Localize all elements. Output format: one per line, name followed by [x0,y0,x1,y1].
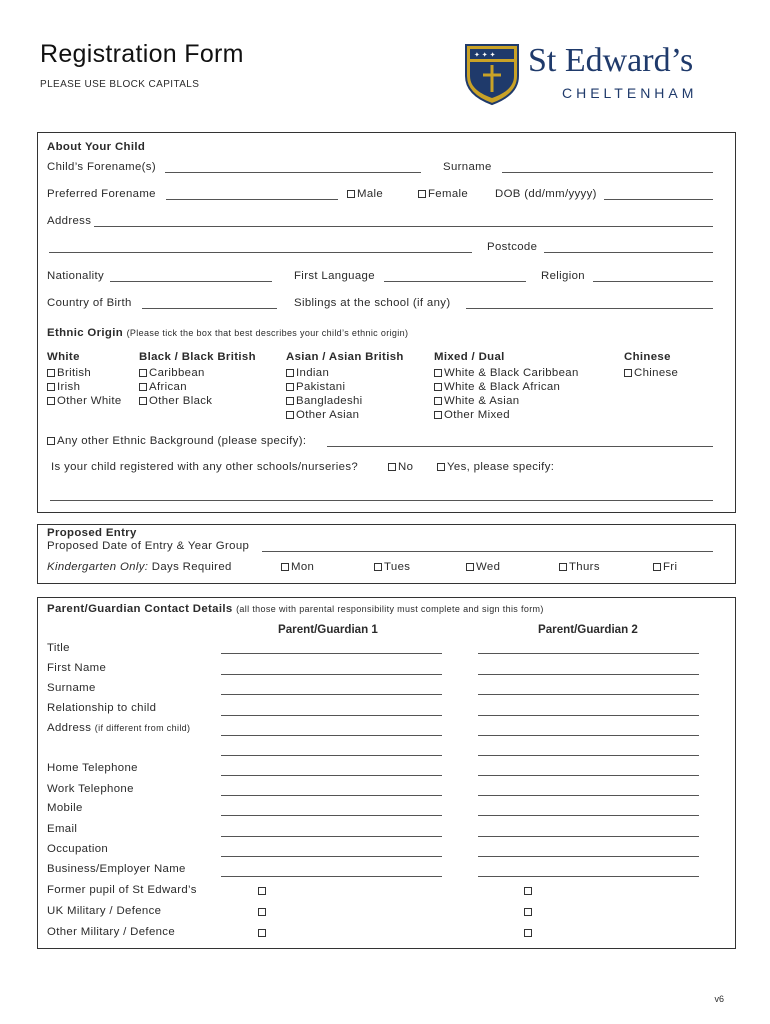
ethnic-heading [47,327,408,339]
checkbox[interactable] [286,369,294,377]
male-option[interactable] [347,188,383,200]
registered-no-option[interactable] [388,461,413,473]
ethnic-option[interactable] [139,381,187,393]
proposed-entry-section [37,524,736,584]
option-label: Irish [57,381,81,393]
checkbox[interactable] [47,383,55,391]
guardian2-field[interactable] [478,795,699,796]
checkbox[interactable] [47,397,55,405]
day-option-fri[interactable] [653,561,677,573]
guardian2-header: Parent/Guardian 2 [538,623,638,636]
forenames-field[interactable] [165,172,421,173]
checkbox[interactable] [139,383,147,391]
other-military-label: Other Military / Defence [47,926,176,938]
ethnic-option[interactable] [434,381,560,393]
first-language-field[interactable] [384,281,526,282]
guardian1-field[interactable] [221,674,442,675]
ethnic-option[interactable] [434,395,519,407]
religion-field[interactable] [593,281,713,282]
field-label-occupation: Occupation [47,843,109,855]
male-label: Male [357,188,384,200]
checkbox[interactable] [466,563,474,571]
guardian2-field[interactable] [478,775,699,776]
option-label: Other Mixed [444,409,510,421]
days-required: Days Required [151,561,232,573]
guardian2-field[interactable] [478,694,699,695]
ethnic-title: Ethnic Origin [47,327,124,339]
guardian2-field[interactable] [478,836,699,837]
checkbox[interactable] [47,369,55,377]
field-label-title: Title [47,642,70,654]
other-ethnic-option[interactable] [47,435,306,447]
entry-date-field[interactable] [262,551,713,552]
ethnic-option[interactable] [286,381,345,393]
option-label: Chinese [634,367,679,379]
kindergarten-only: Kindergarten Only: [47,561,149,573]
option-label: White & Asian [444,395,520,407]
guardian1-field[interactable] [221,876,442,877]
guardian2-checkbox[interactable] [524,908,532,916]
day-option-mon[interactable] [281,561,314,573]
guardian1-checkbox[interactable] [258,908,266,916]
parents-title: Parent/Guardian Contact Details [47,603,233,615]
address-label: Address [47,722,92,734]
field-label-home-telephone: Home Telephone [47,762,138,774]
guardian2-field[interactable] [478,876,699,877]
other-ethnic-label: Any other Ethnic Background (please specify): [57,435,307,447]
ethnic-group-black: Black / Black British [139,351,256,363]
day-label: Wed [476,561,501,573]
guardian1-field[interactable] [221,653,442,654]
ethnic-option[interactable] [139,395,212,407]
section-heading: About Your Child [47,141,146,153]
field-label-address [47,722,190,734]
country-birth-label: Country of Birth [47,297,132,309]
ethnic-option[interactable] [624,367,678,379]
svg-text:✦ ✦ ✦: ✦ ✦ ✦ [474,52,496,59]
surname-field[interactable] [502,172,713,173]
guardian2-checkbox[interactable] [524,887,532,895]
guardian1-field[interactable] [221,715,442,716]
guardian1-checkbox[interactable] [258,929,266,937]
religion-label: Religion [541,270,585,282]
day-label: Tues [384,561,411,573]
guardian2-field[interactable] [478,715,699,716]
day-option-thurs[interactable] [559,561,600,573]
preferred-label: Preferred Forename [47,188,156,200]
section-heading: Proposed Entry [47,527,137,539]
ethnic-option[interactable] [47,381,80,393]
guardian2-field[interactable] [478,755,699,756]
guardian2-checkbox[interactable] [524,929,532,937]
option-label: British [57,367,92,379]
parents-heading [47,603,544,615]
checkbox[interactable] [434,383,442,391]
checkbox[interactable] [388,463,396,471]
registered-question: Is your child registered with any other schools/nurseries? [51,461,359,473]
postcode-field[interactable] [544,252,713,253]
option-label: Other Black [149,395,213,407]
school-logo-town: CHELTENHAM [562,85,698,101]
ethnic-group-asian: Asian / Asian British [286,351,404,363]
checkbox[interactable] [139,397,147,405]
guardian2-field[interactable] [478,674,699,675]
day-option-tues[interactable] [374,561,410,573]
day-label: Fri [663,561,678,573]
guardian1-checkbox[interactable] [258,887,266,895]
option-label: Other White [57,395,122,407]
ethnic-option[interactable] [47,395,122,407]
guardian1-field[interactable] [221,775,442,776]
day-label: Thurs [569,561,600,573]
option-label: Other Asian [296,409,360,421]
female-checkbox[interactable] [418,190,426,198]
page-title: Registration Form [40,40,244,68]
male-checkbox[interactable] [347,190,355,198]
day-label: Mon [291,561,315,573]
address-label: Address [47,215,92,227]
dob-field[interactable] [604,199,713,200]
female-option[interactable] [418,188,468,200]
checkbox[interactable] [434,369,442,377]
checkbox[interactable] [437,463,445,471]
ethnic-option[interactable] [139,367,205,379]
ethnic-group-chinese: Chinese [624,351,671,363]
ethnic-option[interactable] [434,409,510,421]
forenames-label: Child’s Forename(s) [47,161,156,173]
field-label-first-name: First Name [47,662,107,674]
option-label: African [149,381,187,393]
field-label-mobile: Mobile [47,802,83,814]
checkbox[interactable] [434,397,442,405]
address-field[interactable] [94,226,713,227]
dob-label: DOB (dd/mm/yyyy) [495,188,597,200]
guardian1-field[interactable] [221,815,442,816]
uk-military-label: UK Military / Defence [47,905,162,917]
parents-note: (all those with parental responsibility must complete and sign this form) [236,604,544,614]
guardian2-field[interactable] [478,815,699,816]
ethnic-note: (Please tick the box that best describes your child’s ethnic origin) [126,328,409,338]
address-note: (if different from child) [94,723,191,733]
guardian2-field[interactable] [478,856,699,857]
field-label-work-telephone: Work Telephone [47,783,134,795]
postcode-label: Postcode [487,241,538,253]
field-label-surname: Surname [47,682,96,694]
ethnic-option[interactable] [286,367,329,379]
first-language-label: First Language [294,270,375,282]
siblings-field[interactable] [466,308,713,309]
checkbox[interactable] [653,563,661,571]
registered-specify-field[interactable] [50,500,713,501]
option-label: Pakistani [296,381,346,393]
surname-label: Surname [443,161,492,173]
checkbox[interactable] [559,563,567,571]
checkbox[interactable] [47,437,55,445]
no-label: No [398,461,414,473]
former-pupil-label: Former pupil of St Edward’s [47,884,197,896]
guardian1-field[interactable] [221,735,442,736]
guardian1-field[interactable] [221,836,442,837]
option-label: Caribbean [149,367,205,379]
siblings-label: Siblings at the school (if any) [294,297,451,309]
field-label-employer: Business/Employer Name [47,863,186,875]
nationality-label: Nationality [47,270,105,282]
preferred-field[interactable] [166,199,338,200]
other-ethnic-field[interactable] [327,446,713,447]
checkbox[interactable] [624,369,632,377]
guardian2-field[interactable] [478,735,699,736]
checkbox[interactable] [434,411,442,419]
entry-date-label: Proposed Date of Entry & Year Group [47,540,250,552]
checkbox[interactable] [286,411,294,419]
checkbox[interactable] [281,563,289,571]
ethnic-option[interactable] [47,367,91,379]
option-label: Bangladeshi [296,395,363,407]
ethnic-option[interactable] [286,409,359,421]
field-label-relationship: Relationship to child [47,702,157,714]
checkbox[interactable] [286,397,294,405]
guardian1-field[interactable] [221,795,442,796]
guardian1-header: Parent/Guardian 1 [278,623,378,636]
female-label: Female [428,188,469,200]
guardian2-field[interactable] [478,653,699,654]
kindergarten-label [47,561,232,573]
ethnic-option[interactable] [434,367,579,379]
country-birth-field[interactable] [142,308,277,309]
checkbox[interactable] [139,369,147,377]
day-option-wed[interactable] [466,561,500,573]
registered-yes-option[interactable] [437,461,554,473]
guardian1-field[interactable] [221,694,442,695]
option-label: White & Black Caribbean [444,367,579,379]
address-line-2[interactable] [49,252,472,253]
field-label-email: Email [47,823,78,835]
option-label: White & Black African [444,381,561,393]
checkbox[interactable] [286,383,294,391]
guardian1-field[interactable] [221,856,442,857]
option-label: Indian [296,367,330,379]
guardian1-field[interactable] [221,755,442,756]
checkbox[interactable] [374,563,382,571]
school-logo-name: St Edward’s [528,42,694,79]
school-crest-icon [463,42,521,106]
ethnic-group-mixed: Mixed / Dual [434,351,505,363]
nationality-field[interactable] [110,281,272,282]
page-subtitle: PLEASE USE BLOCK CAPITALS [40,79,200,90]
ethnic-option[interactable] [286,395,363,407]
ethnic-group-white: White [47,351,80,363]
parent-guardian-section [37,597,736,949]
version-label: v6 [714,994,724,1004]
yes-label: Yes, please specify: [447,461,555,473]
